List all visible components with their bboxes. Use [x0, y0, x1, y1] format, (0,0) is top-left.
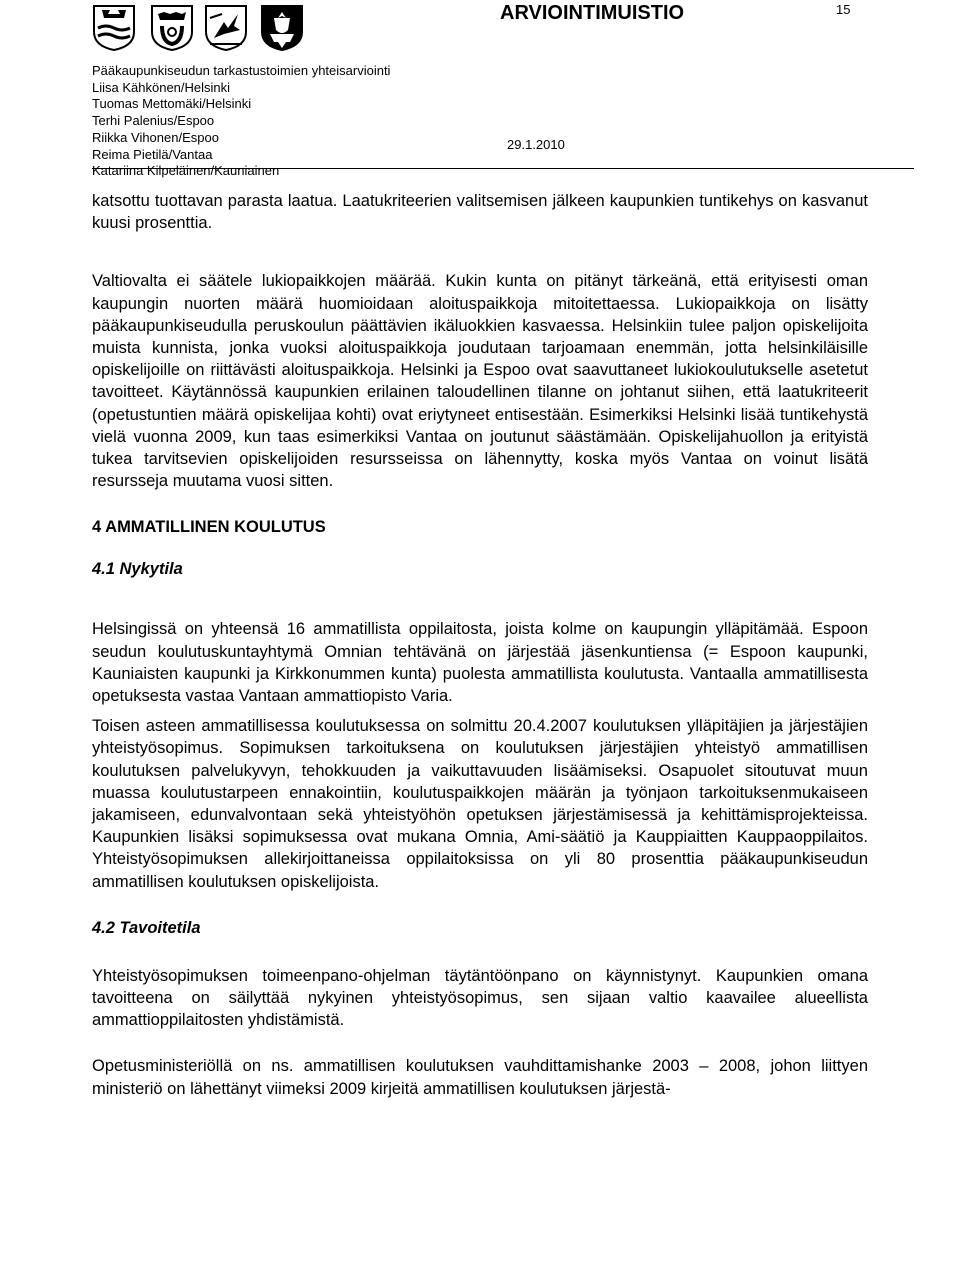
author-line: Terhi Palenius/Espoo: [92, 113, 215, 129]
document-date: 29.1.2010: [507, 137, 565, 152]
author-line: Pääkaupunkiseudun tarkastustoimien yhteisarviointi: [92, 63, 391, 78]
vantaa-crest-icon: [204, 4, 248, 52]
page-number: 15: [836, 2, 851, 17]
document-header: [0, 0, 960, 179]
author-line: Riikka Vihonen/Espoo: [92, 129, 219, 145]
author-line: Reima Pietilä/Vantaa: [92, 146, 213, 162]
subsection-heading: 4.1 Nykytila: [92, 560, 183, 579]
paragraph: katsottu tuottavan parasta laatua. Laatukriteerien valitsemisen jälkeen kaupunkien tuntikehys on kasvanut kuusi prosenttia.: [92, 192, 868, 233]
document-body: [92, 190, 868, 1124]
kauniainen-crest-icon: [260, 4, 304, 52]
section-heading: 4 AMMATILLINEN KOULUTUS: [92, 518, 326, 537]
paragraph: Helsingissä on yhteensä 16 ammatillista oppilaitosta, joista kolme on kaupungin ylläpitämää. Espoon seudun koulutuskuntayhtymä Omnian tehtävänä on järjestää jäsenkuntiensa (= Espoon kaupunki, Kauniaisten kaupunki ja Kirkkonummen kunta) puolesta ammatillista koulutusta. Vantaalla ammatillisesta opetuksesta vastaa Vantaan ammattiopisto Varia.: [92, 620, 868, 706]
paragraph: Yhteistyösopimuksen toimeenpano-ohjelman täytäntöönpano on käynnistynyt. Kaupunkien omana tavoitteena on säilyttää nykyinen yhteistyösopimus, sen sijaan valtio kaavailee alueellista ammattioppilaitosten yhdistämistä.: [92, 966, 868, 1030]
paragraph: Valtiovalta ei säätele lukiopaikkojen määrää. Kukin kunta on pitänyt tärkeänä, että erityisesti oman kaupungin nuorten määrä huomioidaan aloituspaikkoja mitoitettaessa. Lukiopaikkoja on lisätty pääkaupunkiseudulla peruskoulun päättävien ikäluokkien kasvaessa. Helsinkiin tulee paljon opiskelijoita muista kunnista, jonka vuoksi aloituspaikkoja joudutaan tarjoamaan enemmän, jotta helsinkiläisille opiskelijoille on riittävästi aloituspaikkoja. Helsinki ja Espoo ovat saavuttaneet lukiokoulutukselle asetetut tavoitteet. Käytännössä kaupunkien erilainen taloudellinen tilanne on johtanut siihen, että laatukriteerit (opetustuntien määrä opiskelijaa kohti) ovat eriytyneet entisestään. Esimerkiksi Helsinki lisää tuntikehystä vielä vuonna 2009, kun taas esimerkiksi Vantaa on joutunut säästämään. Opiskelijahuollon ja erityistä tukea tarvitsevien opiskelijoiden resursseissa on lähennytty, koska myös Vantaa on voinut lisätä resursseja muutama vuosi sitten.: [92, 272, 868, 491]
report-title: ARVIOINTIMUISTIO: [500, 2, 685, 24]
helsinki-crest-icon: [92, 4, 136, 52]
espoo-crest-icon: [150, 4, 194, 52]
author-line: Tuomas Mettomäki/Helsinki: [92, 96, 252, 112]
paragraph: Toisen asteen ammatillisessa koulutuksessa on solmittu 20.4.2007 koulutuksen ylläpitäjien ja järjestäjien yhteistyösopimus. Sopimuksen tarkoituksena on koulutuksen järjestäjien yhteistyö ammatillisen koulutuksen palvelukyvyn, tehokkuuden ja vaikuttavuuden lisäämiseksi. Osapuolet sitoutuvat muun muassa koulutustarpeen ennakointiin, koulutuspaikkojen määrän ja työnjaon tarkoituksenmukaiseen jakamiseen, edunvalvontaan sekä yhteistyöhön opetuksen järjestämisessä ja kehittämisprojekteissa. Kaupunkien lisäksi sopimuksessa ovat mukana Omnia, Ami-säätiö ja Kauppiaitten Kauppaoppilaitos. Yhteistyösopimuksen allekirjoittaneissa oppilaitoksissa on yli 80 prosenttia pääkaupunkiseudun ammatillisen koulutuksen opiskelijoista.: [92, 717, 868, 891]
author-line: Katariina Kilpeläinen/Kauniainen: [92, 163, 280, 179]
author-line: Liisa Kähkönen/Helsinki: [92, 79, 231, 95]
paragraph: Opetusministeriöllä on ns. ammatillisen koulutuksen vauhdittamishanke 2003 – 2008, johon liittyen ministeriö on lähettänyt viimeksi 2009 kirjeitä ammatillisen koulutuksen järjestä-: [92, 1057, 868, 1098]
header-divider: [92, 168, 914, 169]
author-list: [92, 63, 390, 180]
subsection-heading: 4.2 Tavoitetila: [92, 918, 201, 937]
